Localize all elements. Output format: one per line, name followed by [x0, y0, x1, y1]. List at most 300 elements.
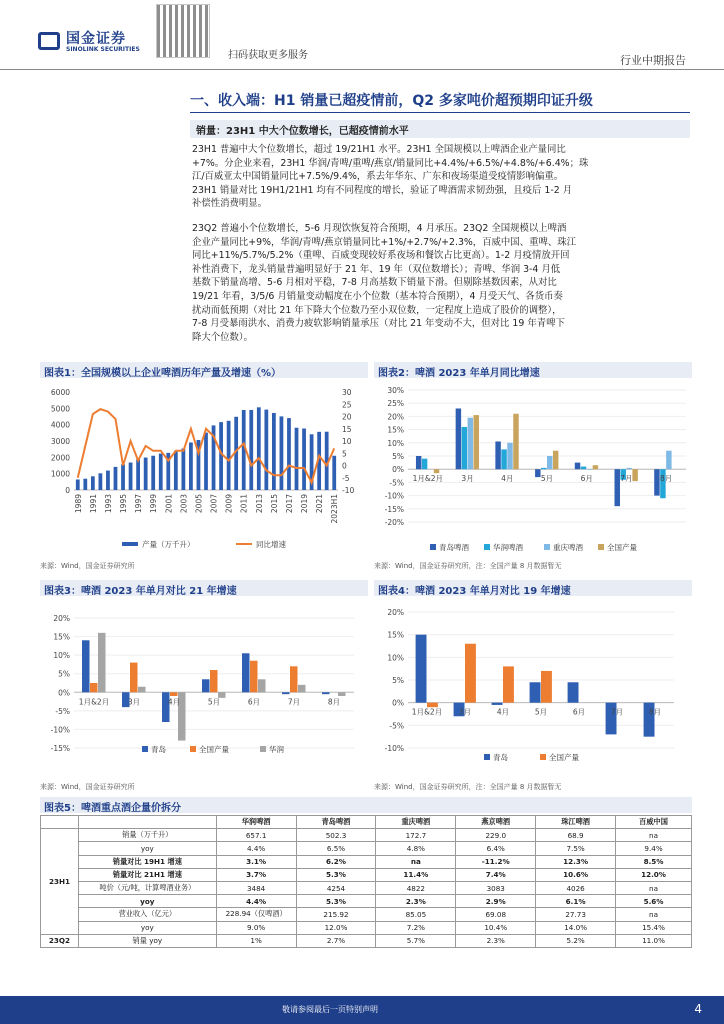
- legend-label: 同比增速: [256, 540, 286, 549]
- x-tick-label: 4月: [496, 707, 510, 717]
- table-cell: na: [616, 829, 692, 842]
- x-tick-label: 1997: [134, 494, 144, 514]
- bar: [258, 679, 266, 692]
- y-tick-label: -20%: [384, 518, 404, 527]
- table-row: [41, 895, 692, 908]
- x-tick-label: 2009: [224, 494, 234, 514]
- x-tick-label: 2015: [269, 494, 279, 514]
- text-line: +7%。分企业来看，23H1 华润/青啤/重啤/燕京/销量同比+4.4%/+6.5%/+4.8%/+6.4%；珠: [192, 157, 589, 169]
- bar: [202, 679, 210, 692]
- bar: [530, 682, 541, 702]
- legend-swatch: [190, 746, 196, 752]
- x-tick-label: 2017: [284, 494, 294, 514]
- table-cell: 4.8%: [376, 842, 456, 855]
- x-tick-label: 7月: [610, 707, 624, 717]
- bar: [587, 469, 592, 470]
- x-tick-label: 1999: [149, 494, 159, 514]
- table-cell: na: [616, 881, 692, 894]
- table-header-cell: 重庆啤酒: [376, 816, 456, 829]
- bar: [427, 703, 438, 708]
- y-right-tick-label: 20: [342, 412, 352, 422]
- logo-icon: [38, 32, 60, 50]
- bar: [121, 464, 125, 490]
- table-cell: 7.4%: [456, 868, 536, 881]
- bar: [280, 416, 284, 490]
- bar: [282, 692, 290, 694]
- x-tick-label: 8月: [327, 697, 341, 707]
- bar: [83, 479, 87, 490]
- table-cell: 2.3%: [456, 934, 536, 947]
- table-cell: 3484: [216, 881, 296, 894]
- bar: [151, 456, 155, 490]
- legend-label: 青岛: [493, 753, 508, 762]
- y-tick-label: 15%: [387, 630, 404, 640]
- bar: [507, 443, 512, 469]
- row-label: 销量对比 19H1 增速: [78, 855, 216, 868]
- table-row: [41, 868, 692, 881]
- bar: [159, 454, 163, 490]
- bar: [322, 692, 330, 694]
- bar: [90, 683, 98, 692]
- table-cell: 172.7: [376, 829, 456, 842]
- table-cell: 12.0%: [296, 921, 376, 934]
- x-tick-label: 2007: [209, 494, 219, 514]
- text-line: 企业产量同比+9%，华润/青啤/燕京销量同比+1%/+2.7%/+2.3%，百威中国、重啤、珠江: [192, 236, 576, 248]
- y-right-tick-label: 10: [342, 437, 352, 446]
- table-cell: 229.0: [456, 829, 536, 842]
- bar: [615, 469, 620, 506]
- bar: [568, 682, 579, 702]
- bar: [189, 442, 193, 490]
- legend-label: 全国产量: [549, 753, 579, 762]
- table-cell: 5.3%: [296, 895, 376, 908]
- table-row: [41, 934, 692, 947]
- text-line: 江/百威亚太中国销量同比+7.5%/9.4%，系去年华东、广东和夜场渠道受疫情影响偏重。: [192, 171, 564, 183]
- x-tick-label: 2005: [194, 494, 204, 514]
- legend-swatch: [484, 544, 490, 550]
- legend-label: 产量（万千升）: [142, 540, 195, 549]
- x-tick-label: 2001: [164, 494, 174, 514]
- bar: [290, 666, 298, 692]
- qr-caption: 扫码获取更多服务: [228, 50, 308, 61]
- x-tick-label: 5月: [540, 474, 554, 484]
- y-tick-label: 15%: [53, 632, 70, 642]
- bar: [654, 469, 659, 495]
- y-tick-label: 10%: [53, 651, 70, 661]
- bar: [106, 471, 110, 490]
- table-cell: 5.6%: [616, 895, 692, 908]
- row-label: yoy: [78, 842, 216, 855]
- bar: [626, 468, 631, 469]
- y-tick-label: 5%: [392, 676, 404, 685]
- y-tick-label: 5%: [392, 452, 404, 461]
- text-line: 7-8 月受暴雨洪水、消费力疲软影响销量承压（对比 21 年变动不大，但对比 19 年青啤下: [192, 318, 565, 330]
- figure4-source: 来源：Wind，国金证券研究所，注：全国产量 8 月数据暂无: [374, 783, 562, 791]
- bar: [541, 671, 552, 703]
- table-cell: 4026: [536, 881, 616, 894]
- bar: [495, 441, 500, 469]
- logo-text: 国金证券: [66, 31, 126, 47]
- bar: [666, 451, 671, 469]
- legend-label: 华润啤酒: [493, 543, 523, 552]
- table-cell: 14.0%: [536, 921, 616, 934]
- table-cell: 215.92: [296, 908, 376, 921]
- y-tick-label: 25%: [387, 399, 404, 409]
- table-cell: 15.4%: [616, 921, 692, 934]
- bar: [434, 469, 439, 473]
- y-tick-label: 10%: [387, 653, 404, 663]
- table-cell: 2.7%: [296, 934, 376, 947]
- bar: [76, 479, 80, 490]
- figure1-source: 来源：Wind，国金证券研究所: [40, 562, 135, 570]
- bar: [130, 663, 138, 693]
- x-tick-label: 1995: [119, 494, 129, 514]
- row-label: yoy: [78, 921, 216, 934]
- text-line: 基数下销量高增、5-6 月相对平稳，7-8 月高基数下销量下滑。但剔除基数因素，从对比: [192, 277, 557, 289]
- table-header-cell: 燕京啤酒: [456, 816, 536, 829]
- row-label: 吨价（元/吨，计算啤酒业务）: [78, 881, 216, 894]
- legend-label: 全国产量: [199, 745, 229, 754]
- y-tick-label: 30%: [387, 386, 404, 395]
- y-tick-label: -5%: [55, 706, 70, 716]
- bar: [503, 666, 514, 702]
- text-line: 23H1 销量对比 19H1/21H1 均有不同程度的增长，验证了啤酒需求韧劲强，且疫后 1-2 月: [192, 184, 573, 196]
- y-right-tick-label: 5: [342, 449, 347, 459]
- table-cell: 68.9: [536, 829, 616, 842]
- y-tick-label: -15%: [384, 504, 404, 514]
- bar: [114, 467, 118, 490]
- table-cell: 12.0%: [616, 868, 692, 881]
- bar: [144, 458, 148, 490]
- y-tick-label: -10%: [384, 491, 404, 501]
- text-line: 降大个位数）。: [192, 331, 253, 343]
- text-line: 同比+11%/5.7%/5.2%（重啤、百威变现较好系夜场和餐饮占比更高）。1-2 月疫情放开回: [192, 250, 570, 262]
- paragraph-1: [192, 143, 692, 211]
- table-header-cell: 珠江啤酒: [536, 816, 616, 829]
- x-tick-label: 5月: [534, 707, 548, 717]
- x-tick-label: 5月: [207, 697, 221, 707]
- table-cell: 3.7%: [216, 868, 296, 881]
- section-title: 一、收入端：H1 销量已超疫情前，Q2 多家吨价超预期印证升级: [190, 93, 593, 109]
- table-cell: 7.2%: [376, 921, 456, 934]
- logo-subtext: SINOLINK SECURITIES: [66, 46, 140, 53]
- table-row: [41, 881, 692, 894]
- table-cell: 502.3: [296, 829, 376, 842]
- table-cell: 11.4%: [376, 868, 456, 881]
- table-header-cell: 百威中国: [616, 816, 692, 829]
- table-header-cell: 华润啤酒: [216, 816, 296, 829]
- table-cell: 85.05: [376, 908, 456, 921]
- table-cell: 4254: [296, 881, 376, 894]
- bar: [456, 408, 461, 469]
- y-left-tick-label: 0: [65, 486, 70, 495]
- bar: [553, 451, 558, 469]
- table-cell: 6.1%: [536, 895, 616, 908]
- x-tick-label: 1月&2月: [78, 697, 110, 707]
- table-cell: 10.6%: [536, 868, 616, 881]
- x-tick-label: 2021: [315, 494, 325, 514]
- table-cell: 4.4%: [216, 895, 296, 908]
- y-tick-label: 15%: [387, 425, 404, 435]
- bar: [581, 467, 586, 470]
- table-cell: 6.5%: [296, 842, 376, 855]
- x-tick-label: 2019: [300, 494, 310, 514]
- figure2-chart: [374, 382, 692, 558]
- x-tick-label: 2023H1: [330, 494, 340, 524]
- bar: [535, 469, 540, 477]
- figure4-chart: [374, 600, 692, 776]
- legend-swatch: [260, 746, 266, 752]
- table-cell: 5.2%: [536, 934, 616, 947]
- x-tick-label: 7月: [620, 474, 633, 484]
- bar: [474, 415, 479, 469]
- y-right-tick-label: -10: [342, 486, 355, 495]
- y-right-tick-label: 15: [342, 424, 352, 434]
- x-tick-label: 3月: [127, 697, 141, 707]
- table-row: [41, 855, 692, 868]
- y-tick-label: 0%: [58, 688, 70, 698]
- bar: [298, 685, 306, 692]
- table-cell: na: [376, 855, 456, 868]
- bar: [465, 644, 476, 703]
- legend-swatch: [122, 542, 138, 546]
- text-line: 扰动而低预期（对比 21 年下降大个位数乃至小双位数，一定程度上造成了股价的调整），: [192, 304, 562, 316]
- table-cell: 1%: [216, 934, 296, 947]
- footer-disclaimer: 敬请参阅最后一页特别声明: [282, 1005, 378, 1014]
- x-tick-label: 6月: [572, 707, 586, 717]
- paragraph-2: [192, 222, 692, 344]
- page-header: [0, 0, 724, 72]
- volume-price-table: [40, 815, 692, 948]
- text-line: 19/21 年看，3/5/6 月销量变动幅度在小个位数（基本符合预期），4 月受天气、各货币奏: [192, 290, 563, 302]
- table-cell: -11.2%: [456, 855, 536, 868]
- y-tick-label: 5%: [58, 669, 70, 679]
- bar: [136, 459, 140, 490]
- y-tick-label: -5%: [389, 721, 404, 731]
- bar: [501, 449, 506, 469]
- x-tick-label: 1月&2月: [411, 707, 443, 717]
- table-cell: 5.7%: [376, 934, 456, 947]
- bar: [287, 418, 291, 490]
- y-right-tick-label: 0: [342, 461, 347, 471]
- x-tick-label: 8月: [660, 474, 673, 484]
- table-cell: 10.4%: [456, 921, 536, 934]
- section-divider: [190, 112, 690, 113]
- x-tick-label: 6月: [247, 697, 261, 707]
- page-number: 4: [694, 1002, 702, 1016]
- figure3-chart: [40, 600, 370, 776]
- table-cell: 3.1%: [216, 855, 296, 868]
- table-cell: 2.9%: [456, 895, 536, 908]
- bar: [593, 465, 598, 469]
- row-label: 销量对比 21H1 增速: [78, 868, 216, 881]
- x-tick-label: 2011: [239, 494, 249, 514]
- bar: [513, 414, 518, 469]
- figure1-title: 图表1：全国规模以上企业啤酒历年产量及增速（%）: [40, 362, 368, 378]
- row-label: yoy: [78, 895, 216, 908]
- y-tick-label: 20%: [387, 608, 404, 617]
- bar: [242, 653, 250, 692]
- table-row: [41, 908, 692, 921]
- table-cell: 6.2%: [296, 855, 376, 868]
- row-label: 销量（万千升）: [78, 829, 216, 842]
- y-tick-label: -10%: [50, 725, 70, 735]
- bar: [174, 451, 178, 490]
- x-tick-label: 1989: [73, 494, 83, 514]
- y-right-tick-label: 30: [342, 388, 352, 397]
- legend-swatch: [430, 544, 436, 550]
- row-group-label: 23H1: [41, 829, 79, 935]
- y-left-tick-label: 6000: [50, 388, 70, 397]
- table-header-cell: 青岛啤酒: [296, 816, 376, 829]
- bar: [181, 449, 185, 490]
- table-cell: na: [616, 908, 692, 921]
- legend-label: 青岛: [151, 745, 166, 754]
- table-cell: 4822: [376, 881, 456, 894]
- y-right-tick-label: 25: [342, 400, 352, 410]
- figure3-title: 图表3：啤酒 2023 年单月对比 21 年增速: [40, 580, 368, 596]
- bar: [272, 413, 276, 490]
- table-cell: 12.3%: [536, 855, 616, 868]
- table-cell: 5.3%: [296, 868, 376, 881]
- bar: [99, 473, 103, 490]
- x-tick-label: 8月: [648, 707, 662, 717]
- legend-swatch: [544, 544, 550, 550]
- bar: [129, 463, 133, 490]
- header-divider: [0, 69, 724, 70]
- bar: [302, 429, 306, 490]
- text-line: 23Q2 普遍小个位数增长，5-6 月现饮恢复符合预期，4 月承压。23Q2 全国规模以上啤酒: [192, 223, 567, 234]
- row-group-label: 23Q2: [41, 934, 79, 947]
- bar: [250, 661, 258, 693]
- table-header-cell: [41, 816, 79, 829]
- table-cell: 657.1: [216, 829, 296, 842]
- bar: [295, 428, 299, 490]
- row-label: 营业收入（亿元）: [78, 908, 216, 921]
- bar: [82, 640, 90, 692]
- qr-code-icon[interactable]: [156, 4, 210, 58]
- x-tick-label: 1月&2月: [412, 474, 444, 484]
- figure4-title: 图表4：啤酒 2023 年单月对比 19 年增速: [374, 580, 692, 596]
- x-tick-label: 3月: [461, 474, 474, 484]
- bar: [541, 468, 546, 469]
- y-tick-label: 20%: [53, 614, 70, 623]
- legend-label: 华润: [269, 745, 284, 754]
- legend-swatch: [598, 544, 604, 550]
- y-tick-label: -5%: [389, 478, 404, 488]
- table-cell: 9.0%: [216, 921, 296, 934]
- figure2-source: 来源：Wind，国金证券研究所，注：全国产量 8 月数据暂无: [374, 562, 562, 570]
- table-cell: 2.3%: [376, 895, 456, 908]
- x-tick-label: 2013: [254, 494, 264, 514]
- bar: [138, 687, 146, 693]
- legend-swatch: [540, 754, 546, 760]
- page-footer: [0, 996, 724, 1024]
- table-cell: 9.4%: [616, 842, 692, 855]
- y-tick-label: 20%: [387, 412, 404, 422]
- bar: [468, 418, 473, 469]
- x-tick-label: 3月: [458, 707, 472, 717]
- bar: [204, 433, 208, 490]
- table-cell: 6.4%: [456, 842, 536, 855]
- table-cell: 4.4%: [216, 842, 296, 855]
- text-line: 23H1 普遍中大个位数增长，超过 19/21H1 水平。23H1 全国规模以上啤酒企业产量同比: [192, 144, 566, 155]
- legend-label: 全国产量: [607, 543, 637, 552]
- y-tick-label: -10%: [384, 744, 404, 753]
- bar: [98, 633, 106, 692]
- bar: [332, 456, 336, 490]
- y-tick-label: 0%: [392, 698, 404, 708]
- bar: [547, 456, 552, 469]
- table-row: [41, 921, 692, 934]
- report-type: 行业中期报告: [620, 54, 686, 67]
- text-line: 补偿性消费明显。: [192, 198, 268, 210]
- y-left-tick-label: 4000: [50, 420, 70, 430]
- bar: [422, 459, 427, 470]
- table-cell: 3083: [456, 881, 536, 894]
- bar: [338, 692, 346, 696]
- table-cell: 27.73: [536, 908, 616, 921]
- row-label: 销量 yoy: [78, 934, 216, 947]
- x-tick-label: 1993: [103, 494, 113, 514]
- x-tick-label: 1991: [88, 494, 98, 514]
- x-tick-label: 7月: [287, 697, 301, 707]
- figure3-source: 来源：Wind，国金证券研究所: [40, 783, 135, 791]
- bar: [91, 476, 95, 490]
- legend-swatch: [142, 746, 148, 752]
- x-tick-label: 4月: [501, 474, 514, 484]
- figure1-chart: [40, 382, 370, 558]
- table-cell: 228.94（仅啤酒）: [216, 908, 296, 921]
- table-header-row: [41, 816, 692, 829]
- table-cell: 11.0%: [616, 934, 692, 947]
- y-left-tick-label: 5000: [50, 404, 70, 414]
- bar: [170, 692, 178, 696]
- table-cell: 7.5%: [536, 842, 616, 855]
- x-tick-label: 2003: [179, 494, 189, 514]
- table-cell: 69.08: [456, 908, 536, 921]
- bar: [575, 463, 580, 470]
- y-tick-label: 10%: [387, 438, 404, 448]
- bar: [257, 407, 261, 490]
- table-title: 图表5：啤酒重点酒企量价拆分: [40, 797, 692, 813]
- y-left-tick-label: 2000: [50, 453, 70, 463]
- y-tick-label: -15%: [50, 744, 70, 753]
- bar: [249, 410, 253, 490]
- bar: [416, 635, 427, 703]
- bar: [492, 703, 503, 705]
- x-tick-label: 6月: [580, 474, 593, 484]
- bar: [227, 421, 231, 490]
- bar: [264, 410, 268, 490]
- y-left-tick-label: 1000: [50, 469, 70, 479]
- table-header-cell: [78, 816, 216, 829]
- x-tick-label: 4月: [167, 697, 181, 707]
- bar: [462, 427, 467, 469]
- y-tick-label: 0%: [392, 465, 404, 475]
- subheading: 销量：23H1 中大个位数增长，已超疫情前水平: [190, 120, 690, 138]
- bar: [210, 670, 218, 692]
- bar: [416, 456, 421, 469]
- bar: [632, 469, 637, 481]
- legend-label: 重庆啤酒: [553, 543, 583, 552]
- y-right-tick-label: -5: [342, 473, 350, 483]
- y-left-tick-label: 3000: [50, 437, 70, 446]
- legend-label: 青岛啤酒: [439, 543, 469, 552]
- table-row: [41, 842, 692, 855]
- figure2-title: 图表2：啤酒 2023 年单月同比增速: [374, 362, 692, 378]
- table-cell: 8.5%: [616, 855, 692, 868]
